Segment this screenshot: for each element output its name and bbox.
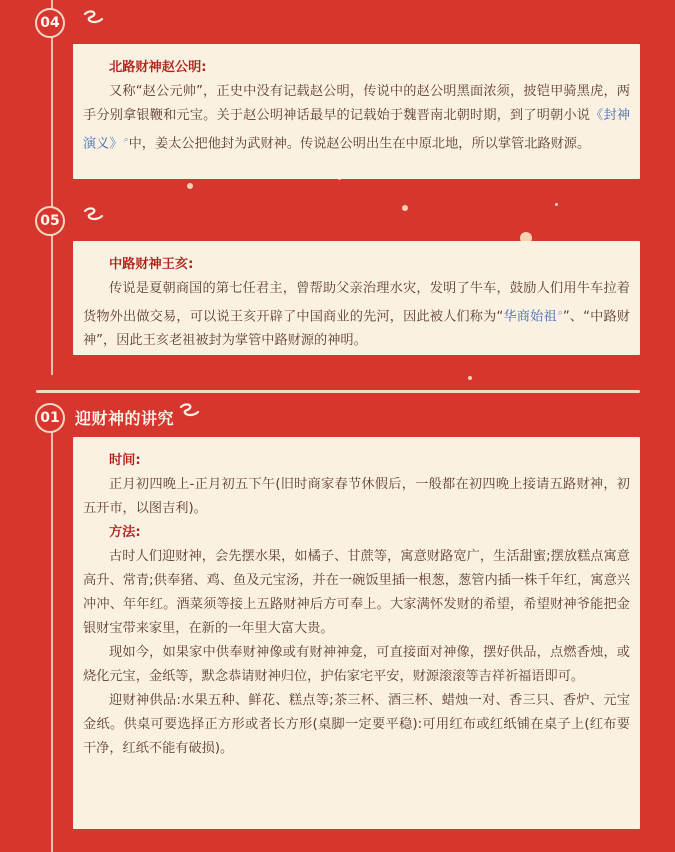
swirl-icon bbox=[82, 207, 104, 221]
decor-dot bbox=[402, 205, 408, 211]
method-paragraph: 古时人们迎财神，会先摆水果，如橘子、甘蔗等，寓意财路宽广，生活甜蜜;摆放糕点寓意高升、常青;供奉猪、鸡、鱼及元宝汤，并在一碗饭里插一根葱，葱管内插一株千年红，寓意兴冲冲、年年红。酒菜须等接上五路财神后方可奉上。大家满怀发财的希望，希望财神爷能把金银财宝带来家里，在新的一年里大富大贵。 bbox=[83, 549, 630, 636]
novel-link[interactable]: 《封神演义》 bbox=[83, 108, 631, 152]
section-number-badge bbox=[35, 403, 65, 433]
huashang-link[interactable]: 华商始祖 bbox=[503, 309, 557, 325]
method-paragraph: 迎财神供品:水果五种、鲜花、糕点等;茶三杯、酒三杯、蜡烛一对、香三只、香炉、元宝金纸。供桌可要选择正方形或者长方形(桌脚一定要平稳):可用红布或红纸铺在桌子上(红布要干净，红纸不能有破损)。 bbox=[83, 693, 630, 756]
section-number-badge bbox=[35, 206, 65, 236]
timeline-line-bottom bbox=[51, 432, 53, 852]
section-card-05 bbox=[73, 241, 640, 355]
swirl-icon bbox=[82, 10, 104, 24]
section-number: 05 bbox=[40, 213, 60, 229]
section-divider bbox=[36, 390, 640, 393]
timeline-line-top bbox=[51, 0, 53, 375]
section-number: 04 bbox=[40, 15, 60, 31]
time-text: 正月初四晚上-正月初五下午(旧时商家春节休假后，一般都在初四晚上接请五路财神，初五开市，以图吉利)。 bbox=[83, 477, 630, 516]
decor-dot bbox=[187, 183, 193, 189]
section-heading: 中路财神王亥: bbox=[109, 257, 194, 272]
decor-dot bbox=[468, 376, 472, 380]
swirl-icon bbox=[178, 403, 200, 417]
search-icon[interactable]: ⌕ bbox=[123, 135, 129, 145]
section-paragraph: 传说是夏朝商国的第七任君主，曾帮助父亲治理水灾，发明了牛车，鼓励人们用牛车拉着货物外出做交易，可以说王亥开辟了中国商业的先河，因此被人们称为“华商始祖⌕”、“中路财神”，因此王亥老祖被封为掌管中路财源的神明。 bbox=[83, 281, 630, 349]
section-title: 迎财神的讲究 bbox=[75, 409, 175, 428]
section-paragraph: 又称“赵公元帅”，正史中没有记载赵公明，传说中的赵公明黑面浓须，披铠甲骑黑虎，两手分别拿银鞭和元宝。关于赵公明神话最早的记载始于魏晋南北朝时期，到了明朝小说《封神演义》⌕中，姜太公把他封为武财神。传说赵公明出生在中原北地，所以掌管北路财源。 bbox=[83, 84, 631, 152]
time-label: 时间: bbox=[109, 453, 141, 468]
search-icon[interactable]: ⌕ bbox=[557, 308, 563, 318]
decor-dot bbox=[555, 203, 558, 206]
method-label: 方法: bbox=[109, 525, 141, 540]
section-card-01 bbox=[73, 437, 640, 829]
section-heading: 北路财神赵公明: bbox=[109, 60, 207, 75]
section-number: 01 bbox=[40, 410, 60, 426]
section-number-badge bbox=[35, 8, 65, 38]
method-paragraph: 现如今，如果家中供奉财神像或有财神神龛，可直接面对神像，摆好供品，点燃香烛，或烧化元宝，金纸等，默念恭请财神归位，护佑家宅平安，财源滚滚等吉祥祈福语即可。 bbox=[83, 645, 630, 684]
section-card-04 bbox=[73, 44, 640, 179]
